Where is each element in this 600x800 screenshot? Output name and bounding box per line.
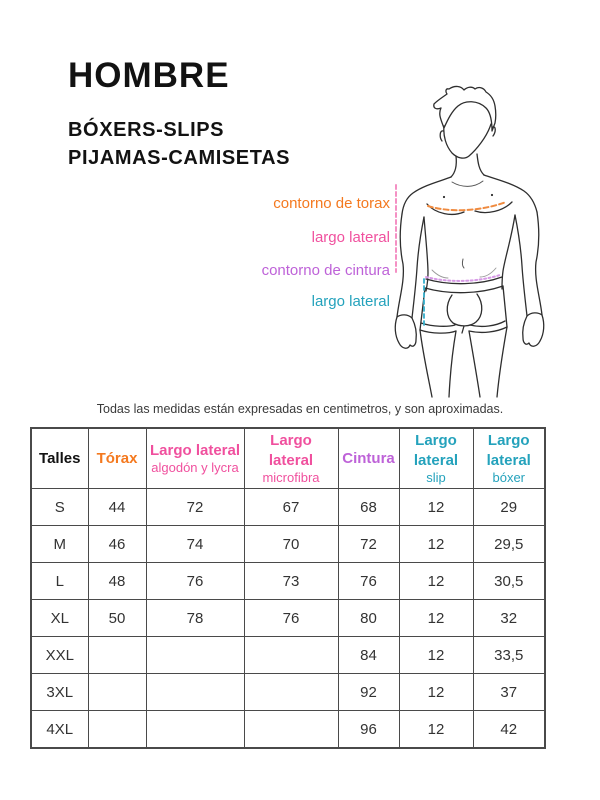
table-row [31, 563, 545, 600]
label-contorno-de-torax: contorno de torax [273, 195, 390, 212]
value-cell: 37 [473, 674, 545, 711]
value-cell: 29 [473, 489, 545, 526]
col-header-sub: microfibra [262, 470, 320, 485]
figure-hand-left [395, 315, 416, 348]
col-header-label: Largo lateral [413, 432, 459, 469]
value-cell: 92 [338, 674, 399, 711]
figure-collarbone [452, 181, 483, 186]
value-cell: 12 [399, 637, 473, 674]
value-cell: 68 [338, 489, 399, 526]
col-header-label: Largo lateral [486, 432, 531, 469]
figure-torso [424, 215, 515, 291]
value-cell: 72 [146, 489, 244, 526]
value-cell: 84 [338, 637, 399, 674]
col-header-cintura [338, 428, 399, 489]
value-cell: 76 [244, 600, 338, 637]
value-cell [146, 637, 244, 674]
figure-shoulders [402, 175, 537, 214]
waist-measure-line [426, 275, 500, 281]
value-cell [146, 711, 244, 748]
value-cell [88, 674, 146, 711]
value-cell: 29,5 [473, 526, 545, 563]
chest-measure-line [428, 202, 506, 210]
value-cell [244, 674, 338, 711]
page-title: HOMBRE [68, 56, 230, 95]
value-cell: 76 [338, 563, 399, 600]
table-row [31, 489, 545, 526]
table-row [31, 526, 545, 563]
figure-hand-right [523, 313, 544, 346]
col-header-label: Talles [39, 449, 81, 467]
size-table [30, 427, 546, 749]
value-cell: 33,5 [473, 637, 545, 674]
figure-face [444, 124, 491, 158]
male-figure-illustration [385, 80, 585, 400]
value-cell: 74 [146, 526, 244, 563]
col-header-talles [31, 428, 88, 489]
value-cell: 67 [244, 489, 338, 526]
table-row [31, 600, 545, 637]
label-largo-lateral-boxer: largo lateral [311, 293, 390, 310]
col-header-largo-lateral-algodon [146, 428, 244, 489]
value-cell: 80 [338, 600, 399, 637]
figure-arm-left [397, 212, 542, 317]
value-cell: 46 [88, 526, 146, 563]
figure-arm-inner [412, 215, 527, 318]
subtitle-pijamas-camisetas: PIJAMAS-CAMISETAS [68, 147, 291, 169]
value-cell [244, 637, 338, 674]
value-cell: 73 [244, 563, 338, 600]
col-header-label: Largo lateral [268, 432, 314, 469]
figure-hip-creases [432, 268, 496, 278]
value-cell: 48 [88, 563, 146, 600]
table-row [31, 711, 545, 748]
value-cell: 76 [146, 563, 244, 600]
col-header-label: Tórax [96, 449, 138, 467]
figure-boxer-pouch [447, 294, 482, 333]
col-header-sub: algodón y lycra [151, 460, 239, 476]
figure-nipple-left [443, 196, 445, 198]
col-header-largo-lateral-slip [399, 428, 473, 489]
table-body [31, 489, 545, 748]
value-cell: 12 [399, 711, 473, 748]
size-cell: S [31, 489, 88, 526]
label-largo-lateral-top: largo lateral [311, 229, 390, 246]
col-header-label: Cintura [342, 449, 395, 467]
value-cell: 44 [88, 489, 146, 526]
table-row [31, 637, 545, 674]
value-cell: 72 [338, 526, 399, 563]
value-cell: 12 [399, 674, 473, 711]
col-header-largo-lateral-microfibra [244, 428, 338, 489]
size-cell: M [31, 526, 88, 563]
size-cell: L [31, 563, 88, 600]
value-cell: 12 [399, 526, 473, 563]
col-header-sub: bóxer [492, 470, 526, 485]
value-cell: 12 [399, 600, 473, 637]
figure-hair [434, 86, 496, 131]
figure-legs [420, 327, 507, 397]
value-cell: 32 [473, 600, 545, 637]
value-cell: 12 [399, 489, 473, 526]
value-cell [146, 674, 244, 711]
value-cell [88, 711, 146, 748]
figure-nipple-right [491, 194, 493, 196]
value-cell: 96 [338, 711, 399, 748]
value-cell: 42 [473, 711, 545, 748]
table-row [31, 674, 545, 711]
value-cell [244, 711, 338, 748]
label-contorno-de-cintura: contorno de cintura [261, 262, 390, 279]
value-cell: 70 [244, 526, 338, 563]
size-cell: 4XL [31, 711, 88, 748]
size-cell: 3XL [31, 674, 88, 711]
col-header-sub: slip [426, 470, 446, 485]
value-cell: 78 [146, 600, 244, 637]
subtitle-boxers-slips: BÓXERS-SLIPS [68, 119, 225, 141]
figure-ear-left [440, 131, 443, 141]
col-header-torax [88, 428, 146, 489]
measurements-note: Todas las medidas están expresadas en centimetros, y son aproximadas. [96, 402, 504, 416]
col-header-largo-lateral-boxer [473, 428, 545, 489]
value-cell [88, 637, 146, 674]
value-cell: 30,5 [473, 563, 545, 600]
value-cell: 50 [88, 600, 146, 637]
size-cell: XXL [31, 637, 88, 674]
value-cell: 12 [399, 563, 473, 600]
table-header-row [31, 428, 545, 489]
figure-navel [462, 259, 464, 268]
col-header-label: Largo lateral [149, 441, 241, 459]
size-cell: XL [31, 600, 88, 637]
